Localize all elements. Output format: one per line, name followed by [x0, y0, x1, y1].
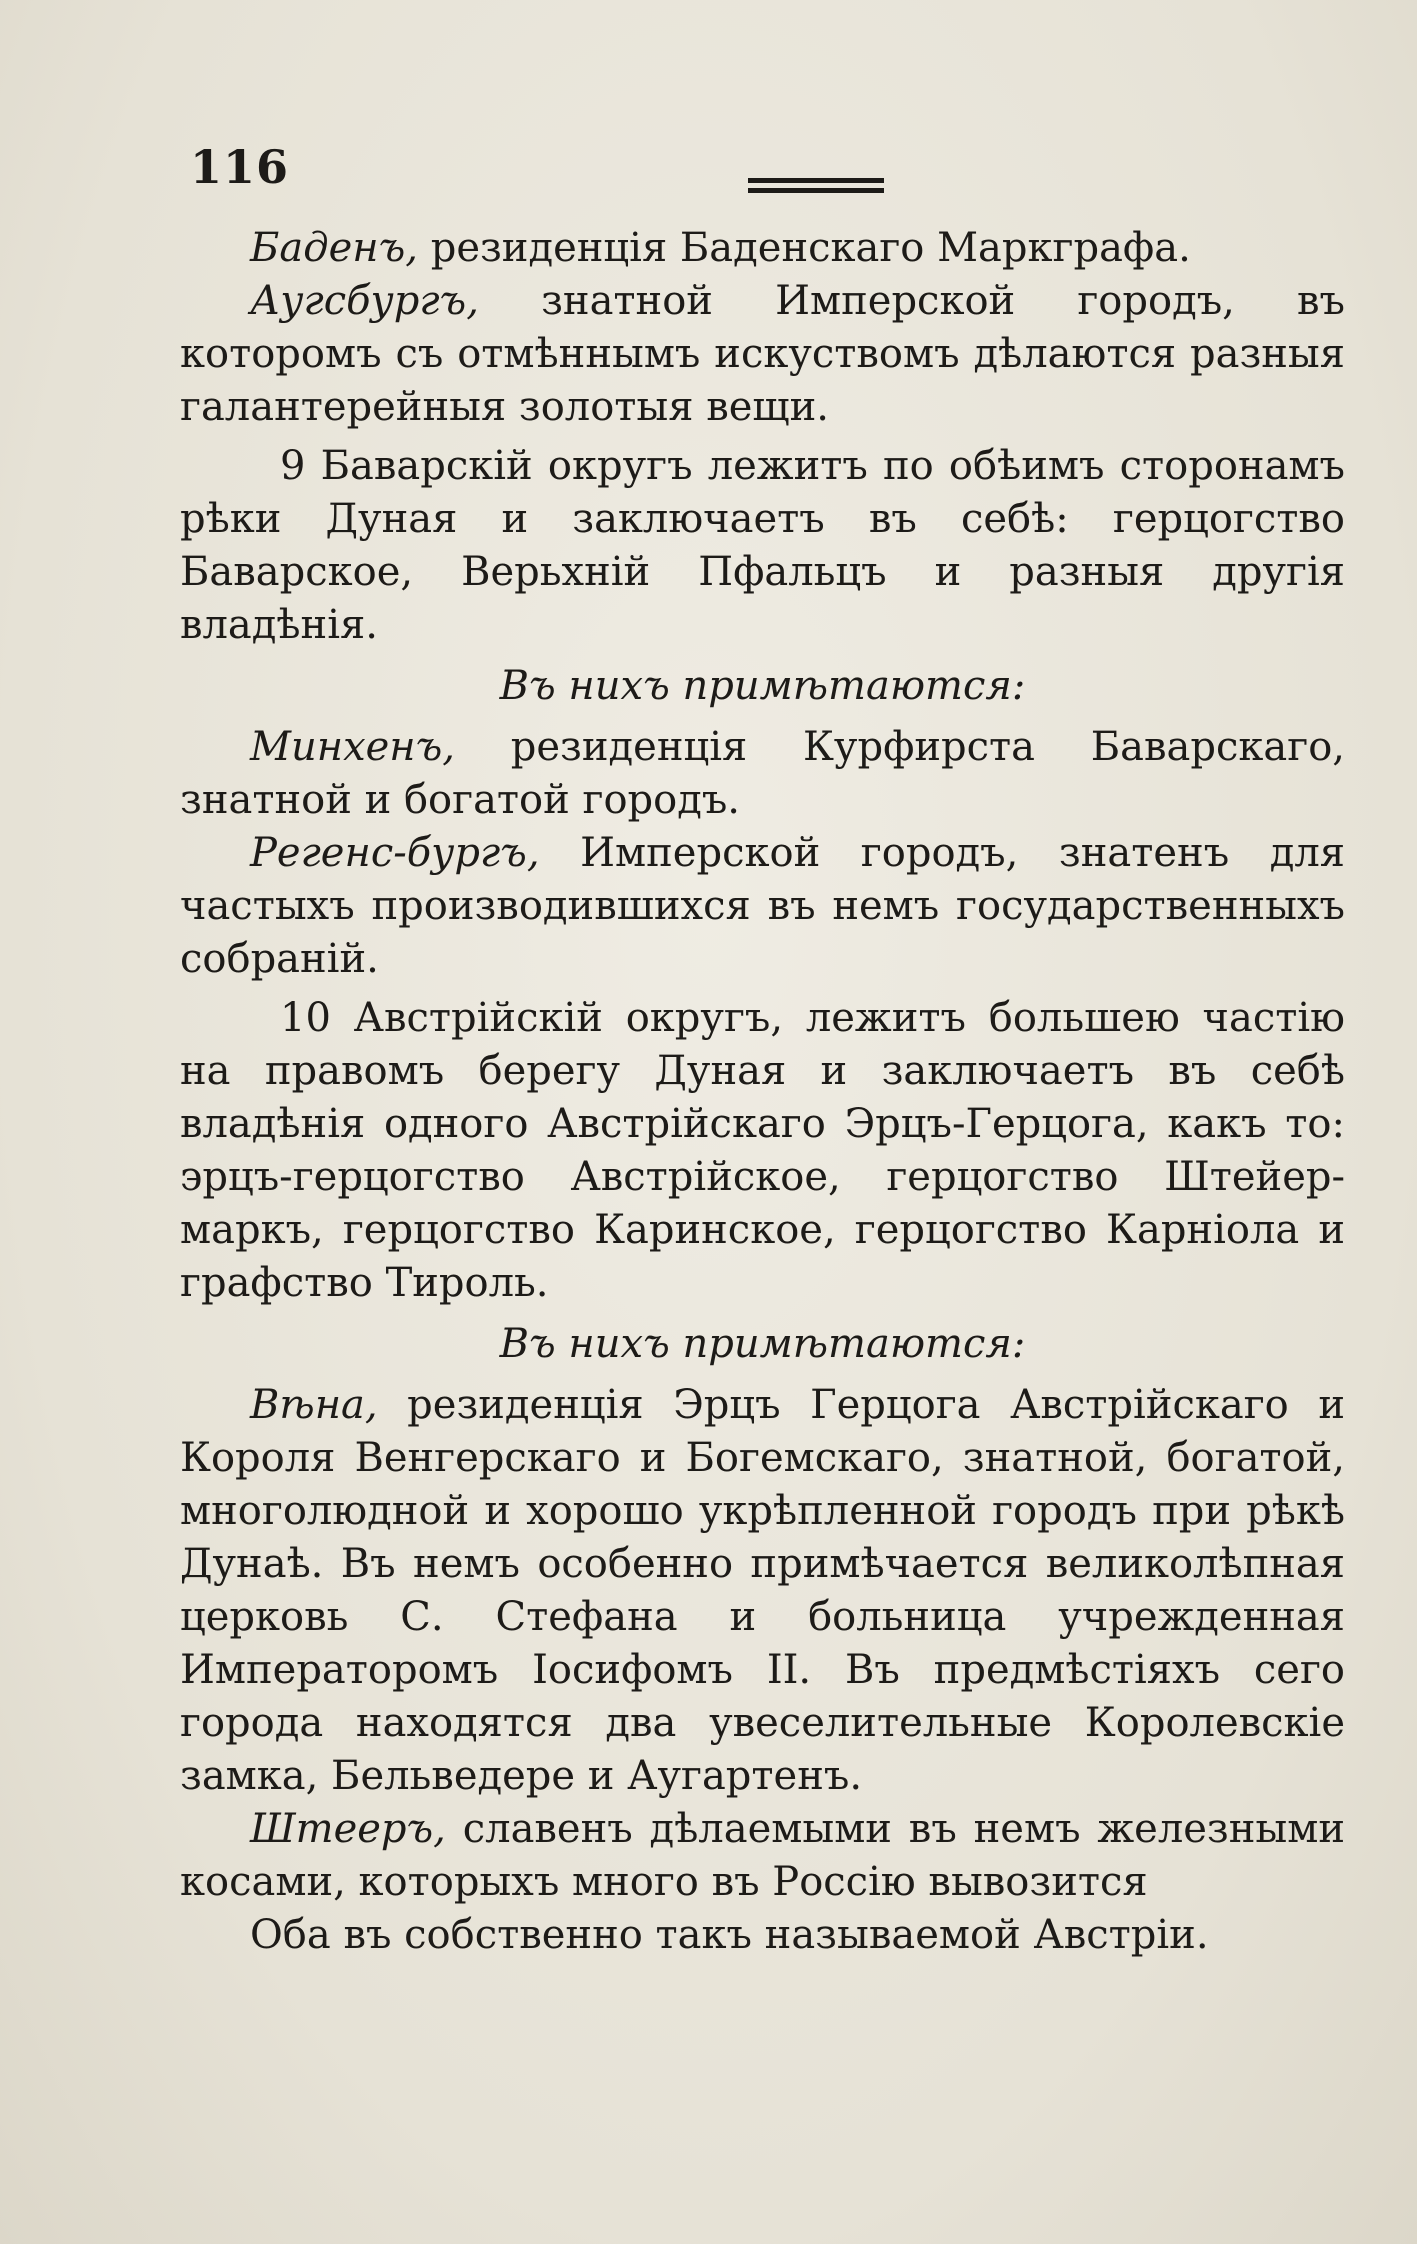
paragraph-austrian-circle: 10 Австрійскій округъ, лежитъ большею частію на правомъ берегу Дуная и заключаетъ въ себѣ владѣнія одного Австрійскаго Эрцъ-Герцога, какъ то: эрцъ-герцогство Австрійское, герцогство Штейер-маркъ, герцогство Каринское, герцогство Карніола и графство Тироль. [180, 995, 1345, 1306]
place-name: Баденъ, [250, 225, 418, 271]
place-name: Минхенъ, [250, 724, 456, 770]
section-heading: Въ нихъ примѣтаются: [499, 663, 1026, 709]
entry-steyr [180, 1803, 1345, 1909]
entry-munich [180, 721, 1345, 827]
entry-text: знатной Имперской городъ, въ которомъ съ отмѣннымъ искуствомъ дѣлаются разныя галантерейныя золотыя вещи. [180, 278, 1345, 430]
entry-baden [180, 222, 1345, 275]
entry-text: резиденція Курфирста Баварскаго, знатной и богатой городъ. [180, 724, 1345, 823]
entry-vienna [180, 1379, 1345, 1803]
place-name: Штееръ, [250, 1806, 446, 1852]
paragraph-bavarian-circle: 9 Баварскій округъ лежитъ по обѣимъ сторонамъ рѣки Дуная и заключаетъ въ себѣ: герцогство Баварское, Верьхній Пфальцъ и разныя другія владѣнія. [180, 443, 1345, 648]
page-number: 116 [190, 140, 290, 194]
footnote: Оба въ собственно такъ называемой Австріи. [250, 1912, 1209, 1958]
place-name: Вѣна, [250, 1382, 378, 1428]
entry-text: резиденція Эрцъ Герцога Австрійскаго и Короля Венгерскаго и Богемскаго, знатной, богатой, многолюдной и хорошо укрѣпленной городъ при рѣкѣ Дунаѣ. Въ немъ особенно примѣчается великолѣпная церковь С. Стефана и больница учрежденная Императоромъ Іосифомъ II. Въ предмѣстіяхъ сего города находятся два увеселительные Королевскіе замка, Бельведере и Аугартенъ. [180, 1382, 1345, 1799]
header-rule [748, 178, 884, 198]
entry-regensburg [180, 827, 1345, 986]
place-name: Аугсбургъ, [250, 278, 479, 324]
entry-augsburg [180, 275, 1345, 434]
entry-text: Имперской городъ, знатенъ для частыхъ производившихся въ немъ государственныхъ собраній. [180, 830, 1345, 982]
page-body [180, 222, 1345, 1962]
place-name: Регенс-бургъ, [250, 830, 540, 876]
entry-text: славенъ дѣлаемыми въ немъ железными косами, которыхъ много въ Россію вывозится [180, 1806, 1345, 1905]
entry-text: резиденція Баденскаго Маркграфа. [418, 225, 1191, 271]
section-heading: Въ нихъ примѣтаются: [499, 1321, 1026, 1367]
